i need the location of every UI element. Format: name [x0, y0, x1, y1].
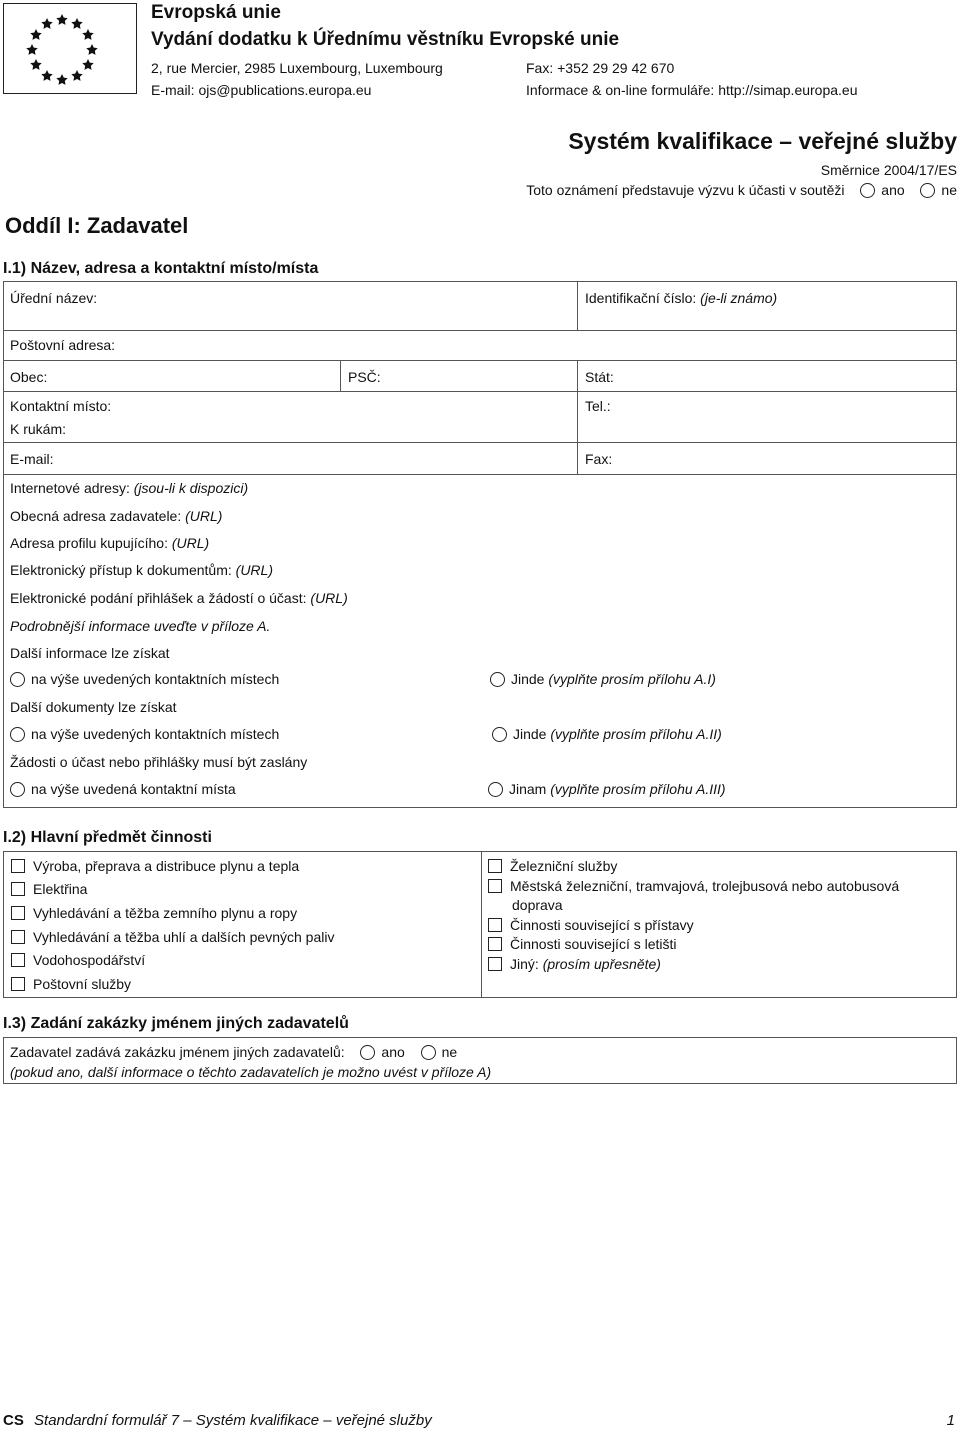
- postal-address-field[interactable]: Poštovní adresa:: [10, 337, 116, 353]
- activity-airports[interactable]: [488, 936, 677, 952]
- footer-form-name: Standardní formulář 7 – Systém kvalifikace – veřejné služby: [34, 1412, 432, 1429]
- activity-airports-checkbox[interactable]: [488, 937, 502, 951]
- url-note: (URL): [185, 508, 223, 524]
- attention-field[interactable]: K rukám:: [10, 421, 67, 437]
- town-field[interactable]: Obec:: [10, 369, 48, 385]
- activity-other[interactable]: [488, 956, 661, 972]
- contact-point-field[interactable]: Kontaktní místo:: [10, 398, 112, 414]
- more-info-label: Další informace lze získat: [10, 645, 170, 661]
- activity-electricity[interactable]: [11, 881, 87, 897]
- activity-urban-transport-label-cont: doprava: [512, 897, 563, 913]
- url-note: (URL): [235, 562, 273, 578]
- activity-urban-transport-label: Městská železniční, tramvajová, trolejbusová nebo autobusová: [510, 878, 900, 894]
- competition-yes-label: ano: [881, 182, 905, 198]
- requests-elsewhere-note: (vyplňte prosím přílohu A.III): [550, 781, 726, 797]
- behalf-question: [10, 1044, 457, 1060]
- buyer-profile-label: Adresa profilu kupujícího:: [10, 535, 168, 551]
- activity-other-note: (prosím upřesněte): [542, 956, 661, 972]
- more-info-elsewhere-radio[interactable]: [490, 672, 505, 687]
- activity-ports-label: Činnosti související s přístavy: [510, 917, 694, 933]
- postal-address: 2, rue Mercier, 2985 Luxembourg, Luxembourg: [151, 60, 443, 76]
- id-number-label: Identifikační číslo:: [585, 290, 697, 306]
- id-number-field[interactable]: [585, 290, 777, 306]
- activity-water[interactable]: [11, 952, 145, 968]
- contact-fax: Fax: +352 29 29 42 670: [526, 60, 675, 76]
- competition-no-radio[interactable]: [920, 183, 935, 198]
- activity-urban-transport-checkbox[interactable]: [488, 879, 502, 893]
- activity-coal-label: Vyhledávání a těžba uhlí a dalších pevných paliv: [33, 929, 335, 945]
- requests-label: Žádosti o účast nebo přihlášky musí být zaslány: [10, 754, 308, 770]
- activity-postal-label: Poštovní služby: [33, 976, 132, 992]
- more-docs-option-elsewhere[interactable]: [492, 726, 722, 742]
- activity-water-label: Vodohospodářství: [33, 952, 146, 968]
- more-docs-above-radio[interactable]: [10, 727, 25, 742]
- competition-yes-radio[interactable]: [860, 183, 875, 198]
- form-title: Systém kvalifikace – veřejné služby: [568, 128, 957, 154]
- activity-gas-heat-label: Výroba, přeprava a distribuce plynu a tepla: [33, 858, 300, 874]
- activity-airports-label: Činnosti související s letišti: [510, 936, 677, 952]
- more-docs-label: Další dokumenty lze získat: [10, 699, 177, 715]
- subsection-1-1-title: I.1) Název, adresa a kontaktní místo/místa: [3, 260, 319, 277]
- requests-option-elsewhere[interactable]: [488, 781, 726, 797]
- behalf-no-label: ne: [441, 1044, 458, 1060]
- activity-gas-heat[interactable]: [11, 858, 299, 874]
- activity-electricity-checkbox[interactable]: [11, 882, 25, 896]
- requests-above-radio[interactable]: [10, 782, 25, 797]
- footer-language: CS: [3, 1412, 24, 1429]
- activity-coal-checkbox[interactable]: [11, 930, 25, 944]
- annex-note: Podrobnější informace uveďte v příloze A.: [10, 618, 271, 634]
- publication-title: Vydání dodatku k Úřednímu věstníku Evropské unie: [151, 29, 620, 50]
- activity-coal[interactable]: [11, 929, 334, 945]
- internet-label: Internetové adresy:: [10, 480, 130, 496]
- more-docs-option-above[interactable]: [10, 726, 279, 742]
- email-field[interactable]: E-mail:: [10, 451, 54, 467]
- behalf-no-radio[interactable]: [421, 1045, 436, 1060]
- more-docs-elsewhere-note: (vyplňte prosím přílohu A.II): [550, 726, 722, 742]
- requests-elsewhere-radio[interactable]: [488, 782, 503, 797]
- activity-railway[interactable]: [488, 858, 617, 874]
- general-url-field[interactable]: [10, 508, 222, 524]
- info-link[interactable]: Informace & on-line formuláře: http://simap.europa.eu: [526, 82, 858, 98]
- activity-railway-checkbox[interactable]: [488, 859, 502, 873]
- more-docs-elsewhere-label: Jinde: [513, 726, 547, 742]
- activity-gas-oil[interactable]: [11, 905, 297, 921]
- url-note: (URL): [171, 535, 210, 551]
- page-number: 1: [946, 1412, 955, 1429]
- more-info-elsewhere-label: Jinde: [511, 671, 545, 687]
- subsection-1-3-title: I.3) Zadání zakázky jménem jiných zadavatelů: [3, 1015, 349, 1032]
- esubmit-field[interactable]: [10, 590, 348, 606]
- requests-elsewhere-label: Jinam: [509, 781, 547, 797]
- activity-water-checkbox[interactable]: [11, 953, 25, 967]
- more-info-elsewhere-note: (vyplňte prosím přílohu A.I): [548, 671, 716, 687]
- url-note: (URL): [310, 590, 348, 606]
- activity-urban-transport[interactable]: [488, 878, 899, 894]
- more-info-option-elsewhere[interactable]: [490, 671, 716, 687]
- activity-other-label: Jiný:: [510, 956, 539, 972]
- esubmit-label: Elektronické podání přihlášek a žádostí o účast:: [10, 590, 307, 606]
- behalf-question-text: Zadavatel zadává zakázku jménem jiných zadavatelů:: [10, 1044, 345, 1060]
- official-name-field[interactable]: Úřední název:: [10, 290, 98, 306]
- internet-addresses-label: [10, 480, 248, 496]
- eu-flag-logo: [3, 3, 137, 94]
- competition-question-text: Toto oznámení představuje výzvu k účasti v soutěži: [526, 182, 845, 198]
- competition-no-label: ne: [941, 182, 957, 198]
- general-url-label: Obecná adresa zadavatele:: [10, 508, 182, 524]
- contact-email: E-mail: ojs@publications.europa.eu: [151, 82, 372, 98]
- activity-gas-oil-checkbox[interactable]: [11, 906, 25, 920]
- activity-gas-oil-label: Vyhledávání a těžba zemního plynu a ropy: [33, 905, 298, 921]
- fax-field[interactable]: Fax:: [585, 451, 613, 467]
- activity-electricity-label: Elektřina: [33, 881, 88, 897]
- footer: [3, 1412, 432, 1429]
- requests-above-label: na výše uvedená kontaktní místa: [31, 781, 236, 797]
- id-number-note: (je-li známo): [700, 290, 778, 306]
- more-info-above-radio[interactable]: [10, 672, 25, 687]
- activity-gas-heat-checkbox[interactable]: [11, 859, 25, 873]
- eu-stars-icon: [4, 4, 135, 92]
- internet-note: (jsou-li k dispozici): [133, 480, 249, 496]
- section-title: Oddíl I: Zadavatel: [5, 213, 189, 238]
- activity-postal[interactable]: [11, 976, 131, 992]
- directive-label: Směrnice 2004/17/ES: [820, 162, 957, 178]
- activity-ports-checkbox[interactable]: [488, 918, 502, 932]
- org-name: Evropská unie: [151, 2, 281, 23]
- behalf-note: (pokud ano, další informace o těchto zadavatelích je možno uvést v příloze A): [10, 1064, 492, 1080]
- more-info-above-label: na výše uvedených kontaktních místech: [31, 671, 280, 687]
- competition-question: [526, 182, 957, 198]
- activity-ports[interactable]: [488, 917, 694, 933]
- more-info-option-above[interactable]: [10, 671, 279, 687]
- subsection-1-2-title: I.2) Hlavní předmět činnosti: [3, 829, 212, 846]
- activity-railway-label: Železniční služby: [510, 858, 618, 874]
- edocs-field[interactable]: [10, 562, 273, 578]
- country-field[interactable]: Stát:: [585, 369, 614, 385]
- activity-other-checkbox[interactable]: [488, 957, 502, 971]
- activity-postal-checkbox[interactable]: [11, 977, 25, 991]
- more-docs-above-label: na výše uvedených kontaktních místech: [31, 726, 280, 742]
- tel-field[interactable]: Tel.:: [585, 398, 611, 414]
- more-docs-elsewhere-radio[interactable]: [492, 727, 507, 742]
- behalf-yes-label: ano: [381, 1044, 405, 1060]
- behalf-yes-radio[interactable]: [360, 1045, 375, 1060]
- postcode-field[interactable]: PSČ:: [348, 369, 381, 385]
- requests-option-above[interactable]: [10, 781, 236, 797]
- buyer-profile-field[interactable]: [10, 535, 209, 551]
- edocs-label: Elektronický přístup k dokumentům:: [10, 562, 232, 578]
